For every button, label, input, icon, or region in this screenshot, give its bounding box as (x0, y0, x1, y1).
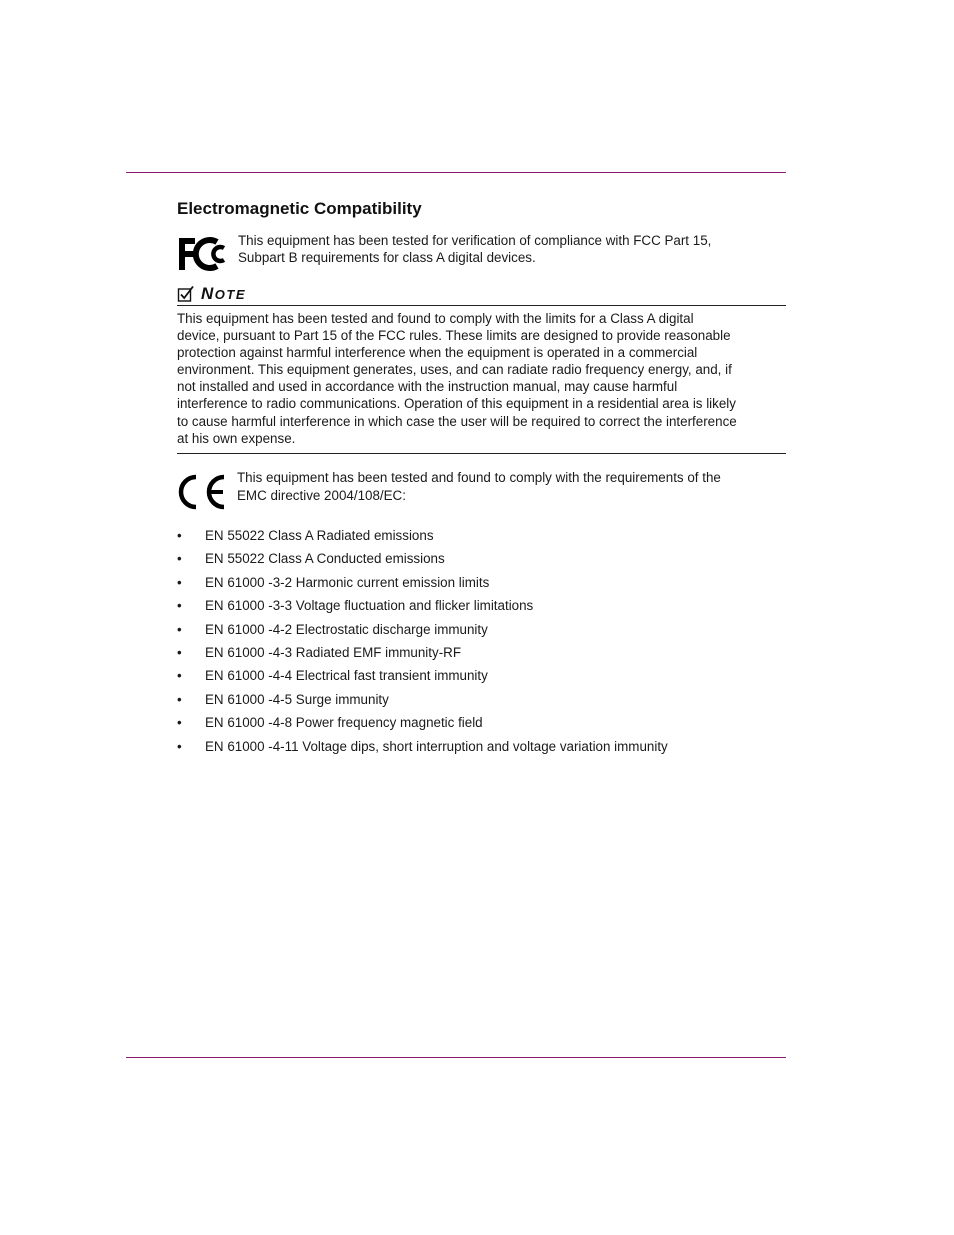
bullet-icon: • (177, 668, 182, 684)
ce-logo-icon (178, 473, 230, 511)
bullet-icon: • (177, 598, 182, 614)
standard-label: EN 61000 -4-8 Power frequency magnetic field (205, 715, 483, 731)
standard-label: EN 61000 -4-11 Voltage dips, short interruption and voltage variation immunity (205, 738, 668, 754)
bullet-icon: • (177, 528, 182, 543)
list-item (177, 527, 777, 550)
bullet-icon: • (177, 644, 182, 660)
standard-label: EN 61000 -4-2 Electrostatic discharge immunity (205, 621, 488, 637)
note-body-text: This equipment has been tested and found to comply with the limits for a Class A digital device, pursuant to Part 15 of the FCC rules. These limits are designed to provide reasonable protection against harmful interference when the equipment is operated in a commercial environment. This equipment generates, uses, and can radiate radio frequency energy, and, if not installed and used in accordance with the instruction manual, may cause harmful interference to radio communications. Operation of this equipment in a residential area is likely to cause harmful interference in which case the user will be required to correct the interference at his own expense. (177, 311, 737, 446)
standard-label: EN 61000 -3-2 Harmonic current emission limits (205, 574, 490, 590)
section-title: Electromagnetic Compatibility (177, 199, 422, 218)
header-rule (126, 172, 786, 173)
note-label: NOTE (201, 284, 247, 303)
list-item (177, 621, 777, 644)
note-bottom-rule (177, 453, 786, 454)
bullet-icon: • (177, 715, 182, 731)
checkbox-check-icon (177, 285, 195, 303)
standard-label: EN 61000 -4-3 Radiated EMF immunity-RF (205, 644, 461, 660)
standard-label: EN 55022 Class A Radiated emissions (205, 528, 434, 543)
list-item (177, 550, 777, 573)
list-item (177, 644, 777, 667)
bullet-icon: • (177, 574, 182, 590)
standard-label: EN 61000 -4-4 Electrical fast transient immunity (205, 668, 488, 684)
bullet-icon: • (177, 738, 182, 754)
bullet-icon: • (177, 621, 182, 637)
footer-rule (126, 1057, 786, 1058)
list-item (177, 714, 777, 737)
standard-label: EN 61000 -3-3 Voltage fluctuation and flicker limitations (205, 598, 534, 614)
fcc-logo-icon (177, 236, 229, 272)
standard-label: EN 61000 -4-5 Surge immunity (205, 691, 389, 707)
list-item (177, 691, 777, 714)
list-item (177, 738, 777, 761)
bullet-icon: • (177, 551, 182, 567)
list-item (177, 574, 777, 597)
list-item (177, 667, 777, 690)
list-item (177, 597, 777, 620)
standard-label: EN 55022 Class A Conducted emissions (205, 551, 445, 567)
standards-list (177, 527, 777, 761)
note-header (177, 284, 246, 304)
ce-compliance-text: This equipment has been tested and found to comply with the requirements of the EMC directive 2004/108/EC: (237, 470, 721, 503)
note-top-rule (177, 305, 786, 306)
fcc-compliance-text: This equipment has been tested for verification of compliance with FCC Part 15, Subpart B requirements for class A digital devices. (238, 233, 712, 265)
bullet-icon: • (177, 691, 182, 707)
